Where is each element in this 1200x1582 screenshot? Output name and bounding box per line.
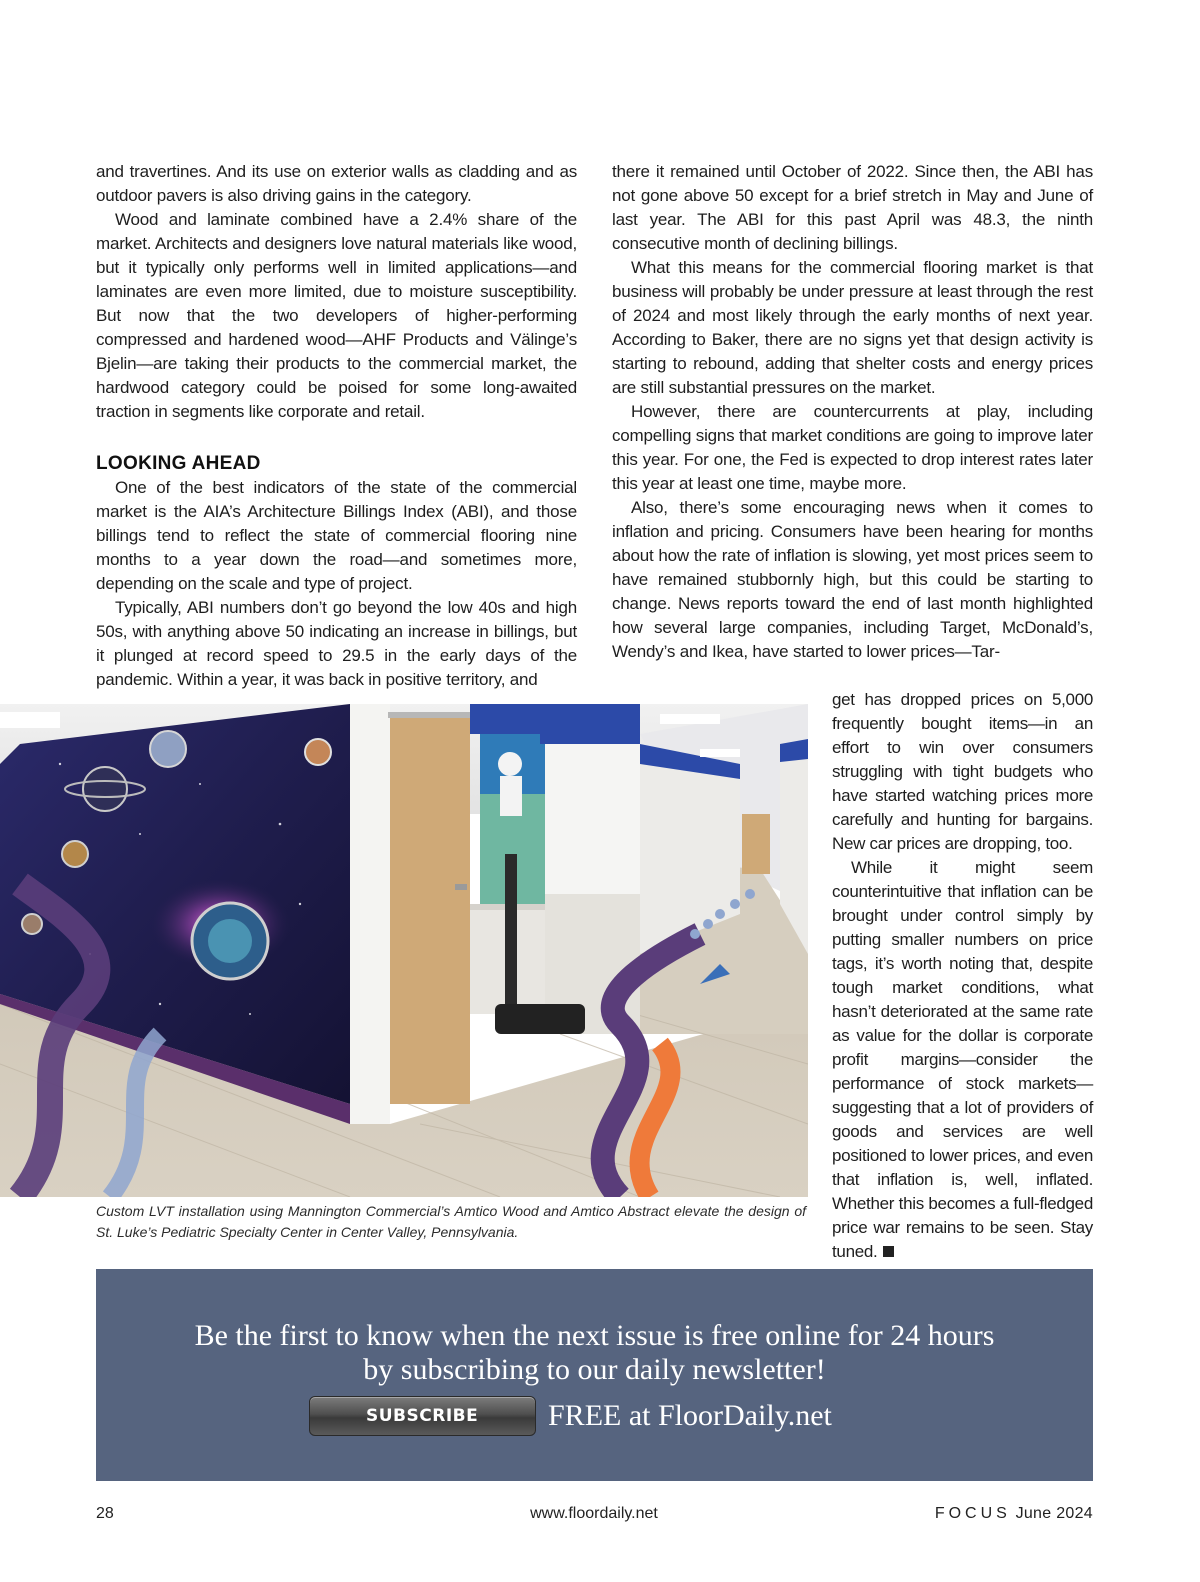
- paragraph: Typically, ABI numbers don’t go beyond the low 40s and high 50s, with anything above 50 indicating an increase in billings, but it plunged at record speed to 29.5 in the early days of the pandemic. Within a year, it was back in positive territory, and: [96, 598, 577, 689]
- promo-headline: Be the first to know when the next issue is free online for 24 hours: [194, 1319, 995, 1352]
- page-number: 28: [96, 1505, 114, 1522]
- newsletter-promo: [96, 1269, 1093, 1481]
- paragraph: and travertines. And its use on exterior walls as cladding and as outdoor pavers is also driving gains in the category.: [96, 162, 577, 205]
- promo-subheadline: by subscribing to our daily newsletter!: [363, 1353, 826, 1386]
- photo-caption: Custom LVT installation using Mannington Commercial’s Amtico Wood and Amtico Abstract elevate the design of St. Luke’s Pediatric Specialty Center in Center Valley, Pennsylvania.: [96, 1203, 806, 1240]
- paragraph: However, there are countercurrents at play, including compelling signs that market conditions are going to improve later this year. For one, the Fed is expected to drop interest rates later this year at least one time, maybe more.: [612, 402, 1093, 493]
- hallway-photo: [0, 704, 808, 1197]
- paragraph-text: While it might seem counterintuitive that inflation can be brought under control simply by putting smaller numbers on price tags, it’s worth noting that, despite tough market conditions, what hasn’t deteriorated at the same rate as value for the dollar is corporate profit margins—consider the performance of stock markets—suggesting that a lot of providers of goods and services are well positioned to lower prices, and even that inflation is, well, inflated. Whether this becomes a full-fledged price war remains to be seen. Stay tuned.: [832, 858, 1093, 1261]
- footer-issue: [935, 1504, 1093, 1524]
- magazine-name: FOCUS: [934, 1505, 1011, 1522]
- subscribe-button[interactable]: SUBSCRIBE: [309, 1396, 536, 1436]
- article-left-column: [96, 160, 577, 692]
- section-heading: LOOKING AHEAD: [96, 453, 261, 474]
- paragraph: Wood and laminate combined have a 2.4% share of the market. Architects and designers love natural materials like wood, but it typically only performs well in limited applications—and laminates are even more limited, due to moisture susceptibility. But now that the two developers of higher-performing compressed and hardened wood—AHF Products and Välinge’s Bjelin—are taking their products to the commercial market, the hardwood category could be poised for some long-awaited traction in segments like corporate and retail.: [96, 210, 577, 421]
- paragraph: [832, 856, 1093, 1264]
- paragraph: there it remained until October of 2022. Since then, the ABI has not gone above 50 except for a brief stretch in May and June of last year. The ABI for this past April was 48.3, the ninth consecutive month of declining billings.: [612, 162, 1093, 253]
- paragraph: Also, there’s some encouraging news when it comes to inflation and pricing. Consumers have been hearing for months about how the rate of inflation is slowing, yet most prices seem to have remained stubbornly high, but this could be starting to change. News reports toward the end of last month highlighted how several large companies, including Target, McDonald’s, Wendy’s and Ikea, have started to lower prices—Tar-: [612, 498, 1093, 661]
- issue-date: June 2024: [1015, 1505, 1093, 1522]
- hallway-photo-illustration: [0, 704, 808, 1197]
- paragraph: One of the best indicators of the state of the commercial market is the AIA’s Architecture Billings Index (ABI), and those billings tend to reflect the state of commercial flooring nine months to a year down the road—and sometimes more, depending on the scale and type of project.: [96, 478, 577, 593]
- end-of-article-mark: [883, 1246, 894, 1257]
- article-right-column: [612, 160, 1093, 664]
- promo-url-link[interactable]: FREE at FloorDaily.net: [548, 1399, 832, 1432]
- article-right-column-narrow: [832, 688, 1093, 1264]
- paragraph: What this means for the commercial flooring market is that business will probably be under pressure at least through the rest of 2024 and most likely through the early months of next year. According to Baker, there are no signs yet that design activity is starting to rebound, adding that shelter costs and energy prices are still substantial pressures on the market.: [612, 258, 1093, 397]
- footer-website: www.floordaily.net: [530, 1505, 658, 1522]
- paragraph: get has dropped prices on 5,000 frequently bought items—in an effort to win over consumers struggling with tight budgets who have started watching prices more carefully and hunting for bargains. New car prices are dropping, too.: [832, 690, 1093, 853]
